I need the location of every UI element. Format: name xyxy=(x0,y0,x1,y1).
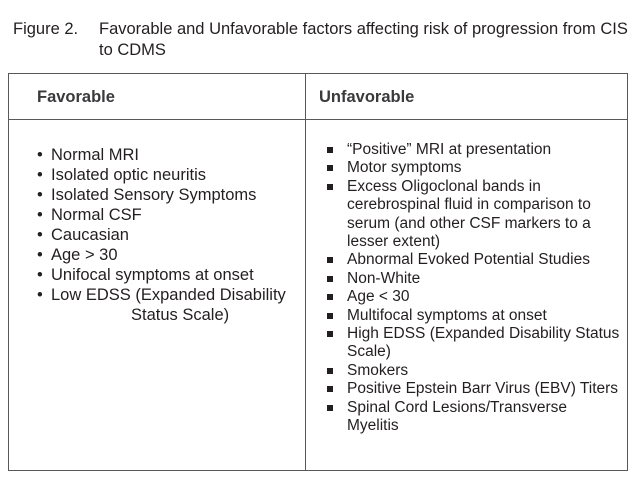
square-bullet-icon xyxy=(327,165,333,171)
unfavorable-list xyxy=(325,141,621,436)
list-item: • Isolated optic neuritis xyxy=(37,166,207,184)
bullet-icon: • xyxy=(37,246,43,264)
column-divider xyxy=(305,74,306,470)
list-item: Smokers xyxy=(325,362,621,380)
list-item: High EDSS (Expanded Disability Status Scale) xyxy=(325,325,621,362)
square-bullet-icon xyxy=(327,313,333,319)
bullet-icon: • xyxy=(37,186,43,204)
square-bullet-icon xyxy=(327,147,333,153)
list-item: • Normal CSF xyxy=(37,206,142,224)
list-item: Excess Oligoclonal bands in cerebrospinal fluid in comparison to serum (and other CSF markers to a lesser extent) xyxy=(325,178,621,252)
square-bullet-icon xyxy=(327,276,333,282)
list-item: • Caucasian xyxy=(37,226,129,244)
bullet-icon: • xyxy=(37,146,43,164)
square-bullet-icon xyxy=(327,184,333,190)
list-item: • Low EDSS (Expanded Disability Status Scale) xyxy=(37,286,286,324)
unfavorable-header: Unfavorable xyxy=(319,88,415,106)
square-bullet-icon xyxy=(327,368,333,374)
bullet-icon: • xyxy=(37,226,43,244)
list-item: • Isolated Sensory Symptoms xyxy=(37,186,257,204)
factors-table xyxy=(8,73,628,471)
list-item: • Age > 30 xyxy=(37,246,118,264)
favorable-list xyxy=(37,145,297,325)
square-bullet-icon xyxy=(327,331,333,337)
list-item: Non-White xyxy=(325,270,621,288)
list-item: Abnormal Evoked Potential Studies xyxy=(325,251,621,269)
list-item: Spinal Cord Lesions/Transverse Myelitis xyxy=(325,399,621,436)
bullet-icon: • xyxy=(37,266,43,284)
list-item: • Normal MRI xyxy=(37,146,140,164)
favorable-header: Favorable xyxy=(37,88,115,106)
list-item: • Unifocal symptoms at onset xyxy=(37,266,254,284)
square-bullet-icon xyxy=(327,405,333,411)
figure-title: Favorable and Unfavorable factors affecting risk of progression from CIS to CDMS xyxy=(99,20,628,59)
bullet-icon: • xyxy=(37,206,43,224)
list-item: Age < 30 xyxy=(325,288,621,306)
figure-label: Figure 2. xyxy=(13,20,79,38)
header-divider xyxy=(9,119,627,120)
list-item: Motor symptoms xyxy=(325,159,621,177)
square-bullet-icon xyxy=(327,386,333,392)
list-item: “Positive” MRI at presentation xyxy=(325,141,621,159)
list-item: Positive Epstein Barr Virus (EBV) Titers xyxy=(325,380,621,398)
square-bullet-icon xyxy=(327,257,333,263)
bullet-icon: • xyxy=(37,286,43,304)
square-bullet-icon xyxy=(327,294,333,300)
list-item: Multifocal symptoms at onset xyxy=(325,307,621,325)
bullet-icon: • xyxy=(37,166,43,184)
